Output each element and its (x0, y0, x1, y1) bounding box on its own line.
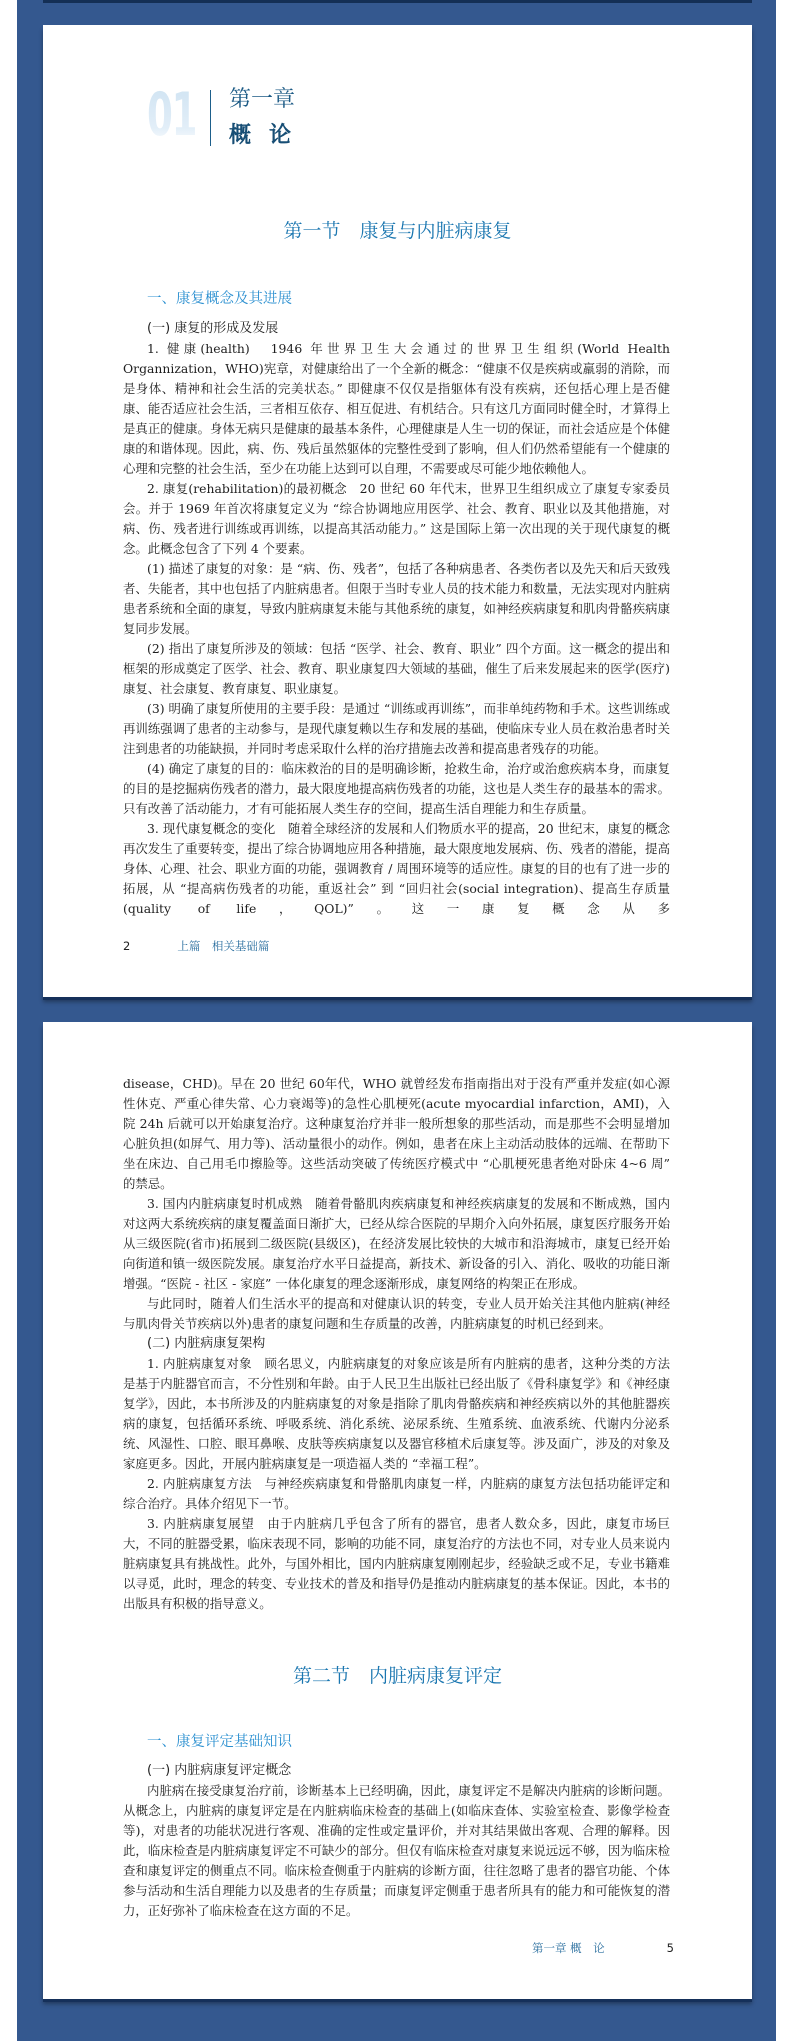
body-text (123, 1761, 670, 1921)
book-page-2 (43, 25, 752, 997)
body-text (123, 319, 670, 919)
chapter-header (147, 80, 752, 173)
heading-level-1: 一、康复评定基础知识 (147, 1734, 292, 1750)
book-page-5 (43, 1022, 752, 1999)
previous-page-edge (43, 0, 752, 3)
paragraph: disease，CHD)。早在 20 世纪 60年代，WHO 就曾经发布指南指出对于没有严重并发症(如心源性休克、严重心律失常、心力衰竭等)的急性心肌梗死(acute myocardial infarction，AMI)，入院 24h 后就可以开始康复治疗。这种康复治疗并非一般所想象的那些活动，而是那些不会明显增加心脏负担(如屏气、用力等)、活动量很小的动作。例如，患者在床上主动活动肢体的远端、在帮助下坐在床边、自己用毛巾擦脸等。这些活动突破了传统医疗模式中 “心肌梗死患者绝对卧床 4~6 周” 的禁忌。 (123, 1076, 670, 1191)
page-footer (43, 919, 752, 997)
section-title: 第一节 康复与内脏病康复 (283, 220, 512, 242)
chapter-divider (210, 90, 211, 146)
page-number: 5 (666, 1941, 674, 1955)
paragraph: 2. 内脏病康复方法 与神经疾病康复和骨骼肌肉康复一样，内脏病的康复方法包括功能评定和综合治疗。具体介绍见下一节。 (123, 1476, 670, 1511)
running-header-chapter: 第一章 概 论 (532, 1941, 605, 1955)
paragraph: (2) 指出了康复所涉及的领域：包括 “医学、社会、教育、职业” 四个方面。这一概念的提出和框架的形成奠定了医学、社会、教育、职业康复四大领域的基础，催生了后来发展起来的医学(医疗)康复、社会康复、教育康复、职业康复。 (123, 641, 670, 696)
heading-level-2: (一) 内脏病康复评定概念 (147, 1763, 292, 1778)
paragraph: 1. 健康(health) 1946 年世界卫生大会通过的世界卫生组织(World Health Organnization，WHO)宪章，对健康给出了一个全新的概念：“健康不仅是疾病或羸弱的消除，而是身体、精神和社会生活的完美状态。” 即健康不仅仅是指躯体有没有疾病，还包括心理上是否健康、能否适应社会生活，三者相互依存、相互促进、有机结合。只有这几方面同时健全时，才算得上是真正的健康。身体无病只是健康的最基本条件，心理健康是人生一切的保证，而社会适应是个体健康的和谐体现。因此，病、伤、残后虽然躯体的完整性受到了影响，但人们仍然希望能有一个健康的心理和完整的社会生活，至少在功能上达到可以自理，不需要或尽可能少地依赖他人。 (123, 341, 670, 476)
chapter-number: 01 (147, 80, 197, 150)
chapter-label: 第一章 (229, 87, 296, 112)
section-title: 第二节 内脏病康复评定 (292, 1665, 502, 1687)
paragraph: 2. 康复(rehabilitation)的最初概念 20 世纪 60 年代末，世界卫生组织成立了康复专家委员会。并于 1969 年首次将康复定义为 “综合协调地应用医学、社会、教育、职业以及其他措施，对病、伤、残者进行训练或再训练，以提高其活动能力。” 这是国际上第一次出现的关于现代康复的概念。此概念包含了下列 4 个要素。 (123, 481, 670, 556)
page-number: 2 (123, 939, 131, 953)
running-header-part: 上篇 相关基础篇 (177, 939, 270, 953)
paragraph: 3. 内脏病康复展望 由于内脏病几乎包含了所有的器官，患者人数众多，因此，康复市场巨大，不同的脏器受累，临床表现不同，影响的功能不同，康复治疗的方法也不同，对专业人员来说内脏病康复具有挑战性。此外，与国外相比，国内内脏病康复刚刚起步，经验缺乏或不足，专业书籍难以寻觅，此时，理念的转变、专业技术的普及和指导仍是推动内脏病康复的基本保证。因此，本书的出版具有积极的指导意义。 (123, 1516, 670, 1611)
paragraph: (1) 描述了康复的对象：是 “病、伤、残者”，包括了各种病患者、各类伤者以及先天和后天致残者、失能者，其中也包括了内脏病患者。但限于当时专业人员的技术能力和数量，无法实现对内脏病患者系统和全面的康复，导致内脏病康复未能与其他系统的康复，如神经疾病康复和肌肉骨骼疾病康复同步发展。 (123, 561, 670, 636)
heading-level-2: (二) 内脏病康复架构 (147, 1336, 266, 1351)
page-footer (43, 1921, 752, 1999)
paragraph: 内脏病在接受康复治疗前，诊断基本上已经明确，因此，康复评定不是解决内脏病的诊断问题。从概念上，内脏病的康复评定是在内脏病临床检查的基础上(如临床查体、实验室检查、影像学检查等)，对患者的功能状况进行客观、准确的定性或定量评价，并对其结果做出客观、合理的解释。因此，临床检查是内脏病康复评定不可缺少的部分。但仅有临床检查对康复来说远远不够，因为临床检查和康复评定的侧重点不同。临床检查侧重于内脏病的诊断方面，往往忽略了患者的器官功能、个体参与活动和生活自理能力以及患者的生存质量；而康复评定侧重于患者所具有的能力和可能恢复的潜力，正好弥补了临床检查在这方面的不足。 (123, 1783, 670, 1918)
heading-level-1: 一、康复概念及其进展 (147, 291, 292, 307)
body-text (123, 1074, 670, 1614)
background (17, 0, 776, 2041)
paragraph: 3. 现代康复概念的变化 随着全球经济的发展和人们物质水平的提高，20 世纪末，康复的概念再次发生了重要转变，提出了综合协调地应用各种措施，最大限度地发展病、伤、残者的潜能，提高身体、心理、社会、职业方面的功能，强调教育 / 周围环境等的适应性。康复的目的也有了进一步的拓展，从 “提高病伤残者的功能，重返社会” 到 “回归社会(social integration)、提高生存质量(quality of life，QOL)”。这一康复概念从多 (123, 821, 670, 916)
paragraph: 3. 国内内脏病康复时机成熟 随着骨骼肌肉疾病康复和神经疾病康复的发展和不断成熟，国内对这两大系统疾病的康复覆盖面日渐扩大，已经从综合医院的早期介入向外拓展，康复医疗服务开始从三级医院(省市)拓展到二级医院(县级区)，在经济发展比较快的大城市和沿海城市，康复已经开始向街道和镇一级医院发展。康复治疗水平日益提高，新技术、新设备的引入、消化、吸收的功能日渐增强。“医院 - 社区 - 家庭” 一体化康复的理念逐渐形成，康复网络的构架正在形成。 (123, 1196, 670, 1291)
paragraph: 1. 内脏病康复对象 顾名思义，内脏病康复的对象应该是所有内脏病的患者，这种分类的方法是基于内脏器官而言，不分性别和年龄。由于人民卫生出版社已经出版了《骨科康复学》和《神经康复学》，因此，本书所涉及的内脏病康复的对象是指除了肌肉骨骼疾病和神经疾病以外的其他脏器疾病的康复，包括循环系统、呼吸系统、消化系统、泌尿系统、生殖系统、血液系统、代谢内分泌系统、风湿性、口腔、眼耳鼻喉、皮肤等疾病康复以及器官移植术后康复等。涉及面广，涉及的对象及家庭更多。因此，开展内脏病康复是一项造福人类的 “幸福工程”。 (123, 1356, 670, 1471)
chapter-heading (229, 87, 309, 149)
paragraph: (4) 确定了康复的目的：临床救治的目的是明确诊断，抢救生命，治疗或治愈疾病本身，而康复的目的是挖掘病伤残者的潜力，最大限度地提高病伤残者的功能，这也是人类生存的最基本的需求。只有改善了活动能力，才有可能拓展人类生存的空间，提高生活自理能力和生存质量。 (123, 761, 670, 816)
paragraph: 与此同时，随着人们生活水平的提高和对健康认识的转变，专业人员开始关注其他内脏病(神经与肌肉骨关节疾病以外)患者的康复问题和生存质量的改善，内脏病康复的时机已经到来。 (123, 1296, 670, 1331)
chapter-title: 概论 (229, 123, 310, 148)
paragraph: (3) 明确了康复所使用的主要手段：是通过 “训练或再训练”，而非单纯药物和手术。这些训练或再训练强调了患者的主动参与，是现代康复赖以生存和发展的基础，使临床专业人员在救治患者时关注到患者的功能缺损，并同时考虑采取什么样的治疗措施去改善和提高患者残存的功能。 (123, 701, 670, 756)
heading-level-2: (一) 康复的形成及发展 (147, 321, 279, 336)
